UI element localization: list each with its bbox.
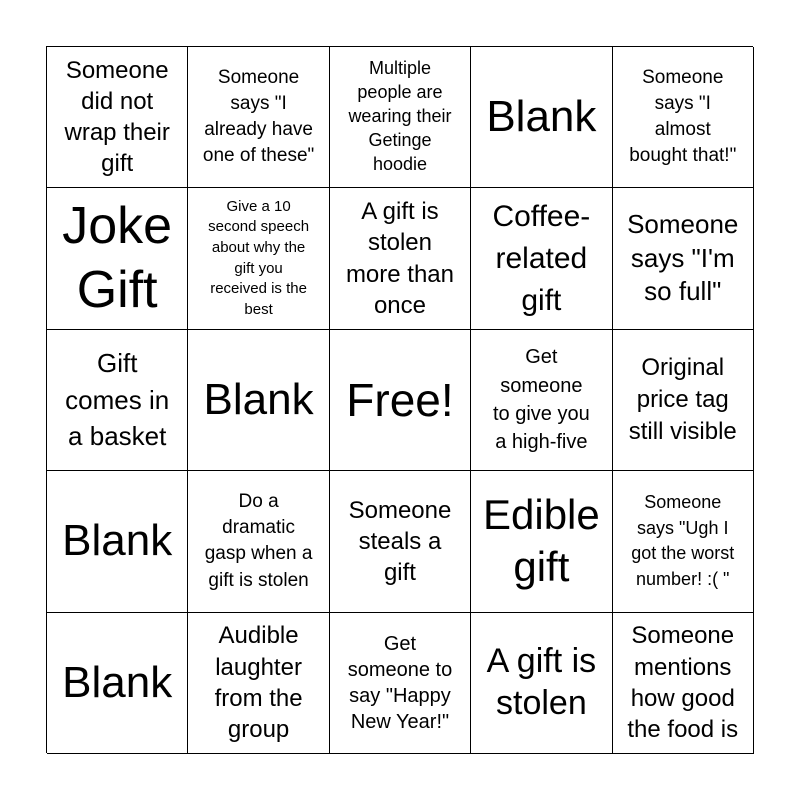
- bingo-cell[interactable]: [613, 188, 754, 329]
- bingo-cell[interactable]: [613, 613, 754, 754]
- cell-text: Coffee- related gift: [492, 199, 591, 317]
- bingo-cell[interactable]: [188, 47, 329, 188]
- cell-text: Someone did not wrap their gift: [64, 56, 170, 178]
- cell-text: Blank: [203, 374, 314, 424]
- bingo-cell[interactable]: [188, 330, 329, 471]
- cell-text: Someone says "I already have one of these": [202, 66, 315, 167]
- cell-text: Free!: [346, 373, 454, 426]
- cell-text: Original price tag still visible: [628, 354, 737, 445]
- cell-text: Audible laughter from the group: [214, 622, 303, 743]
- bingo-cell[interactable]: [330, 471, 471, 612]
- cell-text: Edible gift: [482, 490, 600, 591]
- cell-text: Do a dramatic gasp when a gift is stolen: [204, 490, 313, 591]
- cell-text: Joke Gift: [62, 197, 173, 319]
- cell-text: Blank: [62, 657, 173, 707]
- cell-text: A gift is stolen more than once: [345, 198, 454, 319]
- cell-text: Someone steals a gift: [348, 496, 452, 586]
- bingo-cell[interactable]: [330, 47, 471, 188]
- bingo-cell[interactable]: [613, 471, 754, 612]
- bingo-cell[interactable]: [613, 330, 754, 471]
- cell-text: Give a 10 second speech about why the gift you received is the best: [208, 197, 310, 318]
- bingo-board: [46, 46, 753, 753]
- bingo-cell[interactable]: [47, 613, 188, 754]
- cell-text: Get someone to give you a high-five: [493, 346, 590, 454]
- bingo-cell free-space[interactable]: [330, 330, 471, 471]
- bingo-cell[interactable]: [471, 471, 612, 612]
- bingo-cell[interactable]: [471, 188, 612, 329]
- bingo-cell[interactable]: [47, 330, 188, 471]
- bingo-cell[interactable]: [471, 330, 612, 471]
- cell-text: Someone says "I'm so full": [627, 208, 739, 307]
- cell-text: Blank: [486, 92, 597, 142]
- bingo-cell[interactable]: [188, 471, 329, 612]
- cell-text: Multiple people are wearing their Getinge hoodie: [348, 58, 452, 175]
- cell-text: A gift is stolen: [486, 642, 597, 722]
- bingo-cell[interactable]: [47, 471, 188, 612]
- bingo-cell[interactable]: [188, 613, 329, 754]
- bingo-cell[interactable]: [471, 613, 612, 754]
- bingo-cell[interactable]: [47, 188, 188, 329]
- cell-text: Get someone to say "Happy New Year!": [347, 632, 453, 733]
- bingo-cell[interactable]: [330, 188, 471, 329]
- bingo-cell[interactable]: [188, 188, 329, 329]
- bingo-cell[interactable]: [613, 47, 754, 188]
- cell-text: Someone says "Ugh I got the worst number! :( ": [631, 492, 735, 589]
- cell-text: Someone says "I almost bought that!": [629, 66, 737, 167]
- cell-text: Someone mentions how good the food is: [627, 622, 739, 743]
- bingo-cell[interactable]: [330, 613, 471, 754]
- cell-text: Gift comes in a basket: [65, 348, 170, 452]
- bingo-cell[interactable]: [47, 47, 188, 188]
- cell-text: Blank: [62, 516, 173, 566]
- bingo-cell[interactable]: [471, 47, 612, 188]
